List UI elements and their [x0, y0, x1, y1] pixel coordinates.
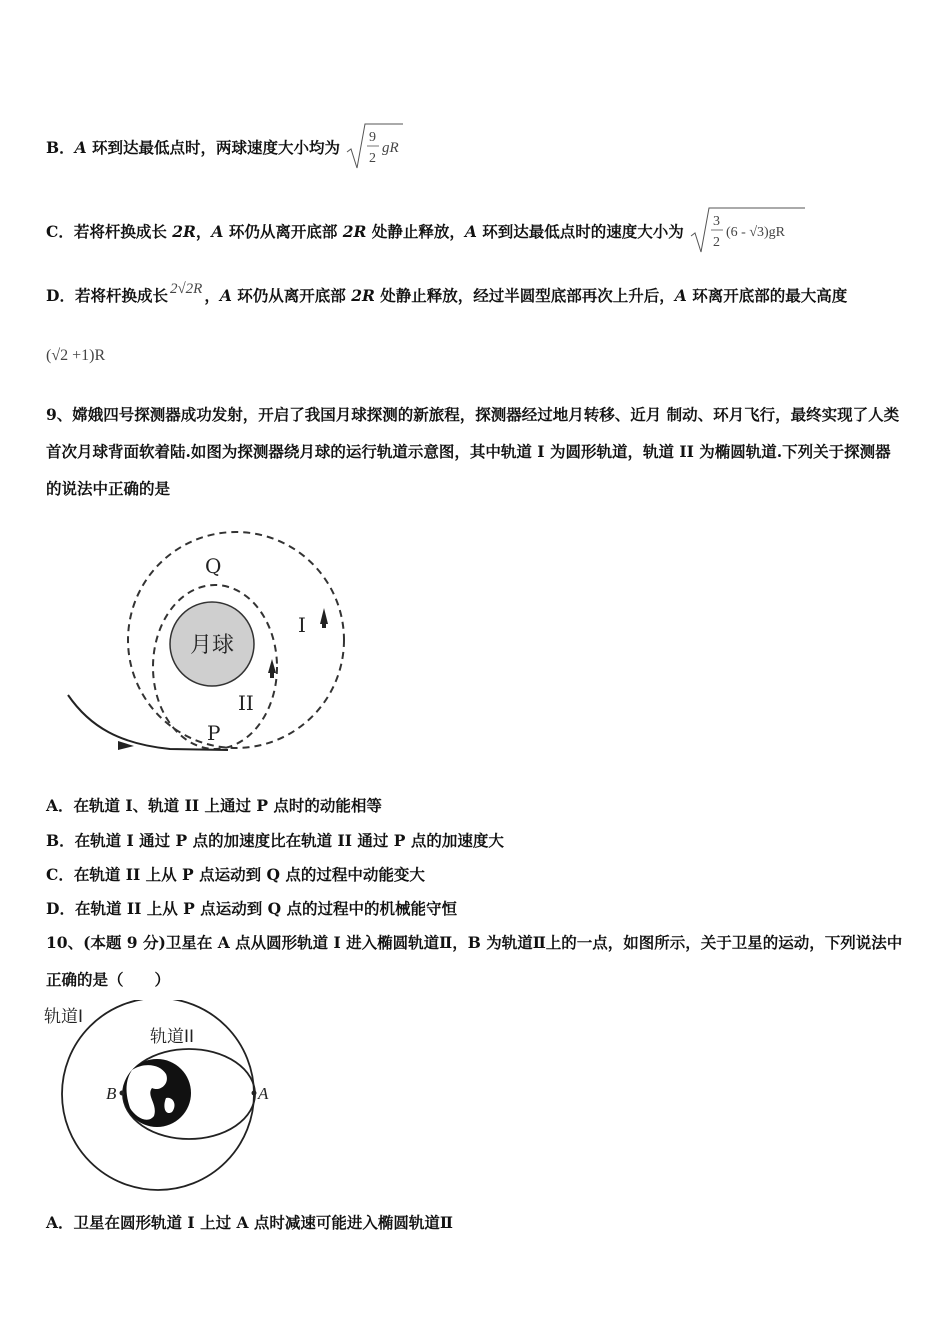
approach-trajectory — [68, 695, 228, 750]
label-orbit-ii: 轨道II — [150, 1027, 195, 1047]
ring-a: A — [674, 286, 687, 305]
radical-sign — [689, 206, 807, 256]
q9-orbit-figure — [60, 512, 350, 772]
moon-label: 月球 — [189, 633, 235, 658]
q10-option-a — [46, 1211, 453, 1233]
q8-option-b — [46, 124, 405, 174]
text-seg: 环仍从离开底部 — [231, 286, 352, 305]
denominator: 2 — [369, 151, 377, 166]
orbit-ii-arrow — [268, 659, 276, 673]
q10-orbit-figure — [40, 1000, 290, 1200]
answer-expression: (√2 +1)R — [46, 347, 106, 364]
ring-a: A — [464, 222, 477, 241]
sqrt-expression — [689, 206, 807, 256]
q9-option-d — [46, 897, 457, 919]
sqrt-expression — [345, 122, 405, 172]
numerator: 9 — [369, 130, 377, 145]
text-seg: ， — [195, 222, 212, 241]
q10-stem: 10、(本题 9 分)卫星在 A 点从圆形轨道 I 进入椭圆轨道Ⅱ，B 为轨道Ⅱ上的一点，如图所示，关于卫星的运动，下列说法中正确的是（ ） — [46, 933, 903, 989]
ring-a: A — [219, 286, 232, 305]
text-seg: 处静止释放， — [366, 222, 465, 241]
option-label: B． — [46, 831, 75, 850]
text-seg: 处静止释放，经过半圆型底部再次上升后， — [374, 286, 675, 305]
rod-length: 2√2R — [169, 281, 203, 297]
option-text: 在轨道 II 上从 P 点运动到 Q 点的过程中的机械能守恒 — [74, 899, 457, 918]
numerator: 3 — [713, 214, 721, 229]
option-text: 环到达最低点时，两球速度大小均为 — [86, 138, 341, 157]
denominator: 2 — [713, 235, 721, 250]
text-seg: 环仍从离开底部 — [223, 222, 343, 241]
option-text: 在轨道 I、轨道 II 上通过 P 点时的动能相等 — [73, 796, 382, 815]
q8-option-c — [46, 208, 807, 258]
q8-option-d-answer — [46, 347, 105, 365]
option-text: 在轨道 II 上从 P 点运动到 Q 点的过程中动能变大 — [73, 865, 425, 884]
point-a — [252, 1091, 257, 1096]
release-distance: 2R — [351, 286, 375, 305]
radical-sign — [345, 122, 405, 172]
release-distance: 2R — [342, 222, 367, 241]
option-label: C．若将杆换成长 — [46, 222, 173, 241]
option-text: 卫星在圆形轨道 I 上过 A 点时减速可能进入椭圆轨道Ⅱ — [73, 1213, 453, 1232]
expr-tail: (6 - √3)gR — [726, 225, 786, 240]
ring-a: A — [74, 138, 87, 157]
q9-option-a — [46, 794, 382, 816]
option-label: C． — [46, 865, 74, 884]
label-i: I — [298, 613, 306, 637]
label-b: B — [106, 1084, 117, 1103]
option-label: D．若将杆换成长 — [46, 286, 168, 305]
label-orbit-i: 轨道I — [44, 1007, 84, 1027]
expr-tail: gR — [382, 140, 400, 156]
q9-option-c — [46, 863, 425, 885]
option-label: D． — [46, 899, 75, 918]
text-seg: ， — [204, 286, 220, 305]
orbit-i-arrow — [320, 608, 328, 624]
option-label: A． — [46, 796, 74, 815]
text-seg: 环到达最低点时的速度大小为 — [476, 222, 684, 241]
q8-option-d — [46, 281, 848, 306]
rod-length: 2R — [172, 222, 196, 241]
label-q: Q — [205, 554, 222, 578]
ring-a: A — [211, 222, 224, 241]
text-seg: 环离开底部的最大高度 — [686, 286, 848, 305]
q9-stem: 9、嫦娥四号探测器成功发射，开启了我国月球探测的新旅程，探测器经过地月转移、近月 制动、环月飞行，最终实现了人类首次月球背面软着陆.如图为探测器绕月球的运行轨道示意图，其中轨道 I 为圆形轨道，轨道 II 为椭圆轨道.下列关于探测器的说法中正确的是 — [46, 405, 900, 498]
label-p: P — [207, 721, 221, 745]
point-b — [120, 1091, 125, 1096]
option-label: A． — [46, 1213, 74, 1232]
label-ii: II — [238, 691, 254, 715]
option-text: 在轨道 I 通过 P 点的加速度比在轨道 II 通过 P 点的加速度大 — [74, 831, 504, 850]
label-a: A — [258, 1084, 269, 1103]
q9-option-b — [46, 829, 504, 851]
option-label: B． — [46, 138, 75, 157]
